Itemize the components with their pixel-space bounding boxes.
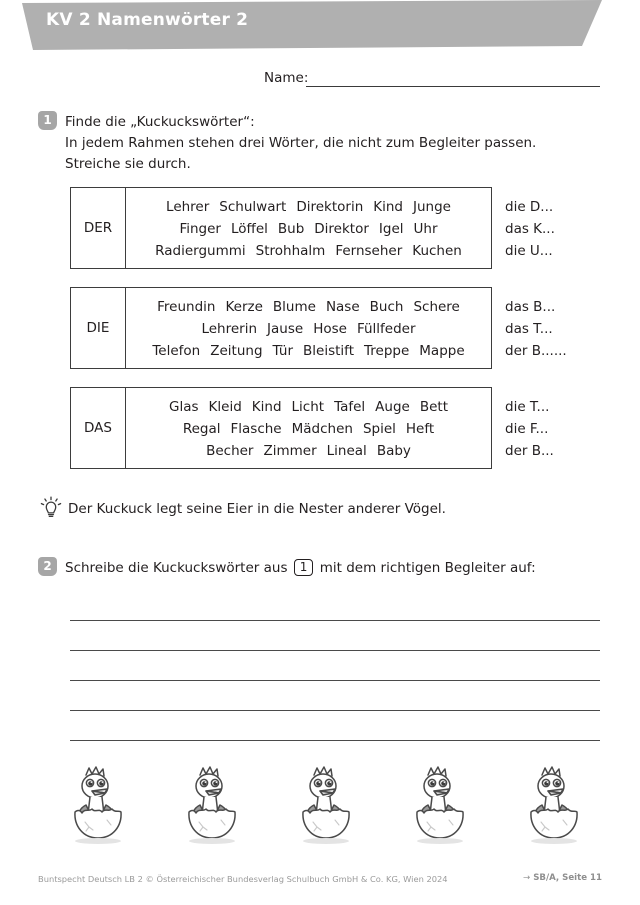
word-row[interactable] xyxy=(126,318,491,340)
hatching-chick-icon xyxy=(169,762,255,850)
word-item[interactable]: Fernseher xyxy=(335,243,403,259)
task1-instruction-line-2: In jedem Rahmen stehen drei Wörter, die nicht zum Begleiter passen. xyxy=(65,135,537,151)
word-item[interactable]: Baby xyxy=(376,443,411,459)
word-item[interactable]: Telefon xyxy=(152,343,201,359)
footer-reference-text: SB/A, Seite 11 xyxy=(533,873,602,883)
hint-item: die D... xyxy=(505,199,554,215)
word-item[interactable]: Kind xyxy=(251,399,282,415)
word-item[interactable]: Tafel xyxy=(334,399,366,415)
word-row[interactable] xyxy=(126,218,491,240)
task1-instruction-line-3: Streiche sie durch. xyxy=(65,156,191,172)
word-item[interactable]: Kleid xyxy=(208,399,242,415)
hatching-chick-icon xyxy=(397,762,483,850)
word-item[interactable]: Lineal xyxy=(326,443,367,459)
task2-instruction xyxy=(65,558,536,578)
word-box-rows-das xyxy=(126,388,491,470)
task-number-badge-2: 2 xyxy=(38,557,57,576)
word-item[interactable]: Strohhalm xyxy=(255,243,326,259)
word-row[interactable] xyxy=(126,296,491,318)
word-item[interactable]: Mädchen xyxy=(291,421,353,437)
word-row[interactable] xyxy=(126,418,491,440)
word-box-rows-der xyxy=(126,188,491,270)
footer-copyright: Buntspecht Deutsch LB 2 © Österreichischer Bundesverlag Schulbuch GmbH & Co. KG, Wien 2024 xyxy=(38,874,448,884)
writing-line[interactable] xyxy=(70,680,600,681)
word-row[interactable] xyxy=(126,240,491,262)
word-box-das[interactable] xyxy=(70,387,492,469)
word-item[interactable]: Freundin xyxy=(157,299,216,315)
word-item[interactable]: Regal xyxy=(182,421,221,437)
word-item[interactable]: Kerze xyxy=(225,299,263,315)
word-item[interactable]: Löffel xyxy=(230,221,268,237)
word-item[interactable]: Zeitung xyxy=(210,343,263,359)
header-banner xyxy=(0,0,640,52)
word-item[interactable]: Radiergummi xyxy=(155,243,246,259)
word-item[interactable]: Lehrerin xyxy=(201,321,258,337)
task2-text-before: Schreibe die Kuckuckswörter aus xyxy=(65,560,288,576)
hatching-chick-icon xyxy=(511,762,597,850)
writing-line[interactable] xyxy=(70,740,600,741)
task-number-badge-1: 1 xyxy=(38,111,57,130)
hint-item: die F... xyxy=(505,421,549,437)
hint-item: der B...... xyxy=(505,343,567,359)
word-item[interactable]: Zimmer xyxy=(263,443,317,459)
name-label: Name: xyxy=(264,70,309,86)
hint-item: das B... xyxy=(505,299,556,315)
hint-item: die U... xyxy=(505,243,553,259)
word-item[interactable]: Heft xyxy=(405,421,435,437)
hint-column-das xyxy=(505,396,554,462)
word-box-article-das: DAS xyxy=(71,388,126,468)
word-item[interactable]: Licht xyxy=(291,399,325,415)
word-item[interactable]: Lehrer xyxy=(166,199,210,215)
word-box-die[interactable] xyxy=(70,287,492,369)
word-item[interactable]: Treppe xyxy=(364,343,410,359)
hint-item: das T... xyxy=(505,321,553,337)
word-item[interactable]: Tür xyxy=(272,343,294,359)
word-item[interactable]: Buch xyxy=(369,299,404,315)
word-box-article-die: DIE xyxy=(71,288,126,368)
word-box-der[interactable] xyxy=(70,187,492,269)
hint-column-der xyxy=(505,196,555,262)
word-item[interactable]: Hose xyxy=(313,321,347,337)
word-item[interactable]: Schere xyxy=(413,299,460,315)
writing-line[interactable] xyxy=(70,710,600,711)
word-box-article-der: DER xyxy=(71,188,126,268)
word-item[interactable]: Füllfeder xyxy=(356,321,416,337)
word-item[interactable]: Blume xyxy=(272,299,316,315)
hint-column-die xyxy=(505,296,567,362)
word-row[interactable] xyxy=(126,196,491,218)
word-item[interactable]: Becher xyxy=(206,443,254,459)
tip-text: Der Kuckuck legt seine Eier in die Nester anderer Vögel. xyxy=(68,501,446,517)
name-input-line[interactable] xyxy=(306,86,600,87)
word-item[interactable]: Igel xyxy=(378,221,404,237)
name-field xyxy=(264,70,604,92)
word-item[interactable]: Glas xyxy=(169,399,199,415)
word-item[interactable]: Flasche xyxy=(230,421,282,437)
word-item[interactable]: Bub xyxy=(277,221,305,237)
lightbulb-icon xyxy=(38,496,64,522)
hatching-chick-icon xyxy=(283,762,369,850)
word-row[interactable] xyxy=(126,340,491,362)
page-title: KV 2 Namenwörter 2 xyxy=(46,10,249,30)
word-item[interactable]: Spiel xyxy=(362,421,396,437)
hint-item: das K... xyxy=(505,221,555,237)
task2-text-after: mit dem richtigen Begleiter auf: xyxy=(319,560,536,576)
writing-line[interactable] xyxy=(70,650,600,651)
hint-item: die T... xyxy=(505,399,550,415)
writing-line[interactable] xyxy=(70,620,600,621)
word-item[interactable]: Direktor xyxy=(314,221,369,237)
word-item[interactable]: Finger xyxy=(179,221,221,237)
word-item[interactable]: Bleistift xyxy=(303,343,354,359)
footer-reference xyxy=(523,873,602,883)
word-item[interactable]: Kind xyxy=(373,199,403,215)
word-item[interactable]: Bett xyxy=(419,399,448,415)
word-item[interactable]: Jause xyxy=(267,321,304,337)
hint-item: der B... xyxy=(505,443,554,459)
word-box-rows-die xyxy=(126,288,491,370)
task1-instruction-line-1: Finde die „Kuckuckswörter“: xyxy=(65,114,255,130)
word-item[interactable]: Mappe xyxy=(419,343,465,359)
word-item[interactable]: Auge xyxy=(375,399,410,415)
word-row[interactable] xyxy=(126,396,491,418)
word-item[interactable]: Kuchen xyxy=(412,243,462,259)
word-item[interactable]: Direktorin xyxy=(296,199,364,215)
word-item[interactable]: Junge xyxy=(412,199,451,215)
hatching-chick-icon xyxy=(55,762,141,850)
word-item[interactable]: Uhr xyxy=(413,221,438,237)
word-row[interactable] xyxy=(126,440,491,462)
arrow-right-icon: → xyxy=(523,873,531,883)
word-item[interactable]: Nase xyxy=(325,299,360,315)
word-item[interactable]: Schulwart xyxy=(219,199,287,215)
chick-illustration-row xyxy=(55,762,615,852)
task-reference-badge: 1 xyxy=(294,559,314,576)
